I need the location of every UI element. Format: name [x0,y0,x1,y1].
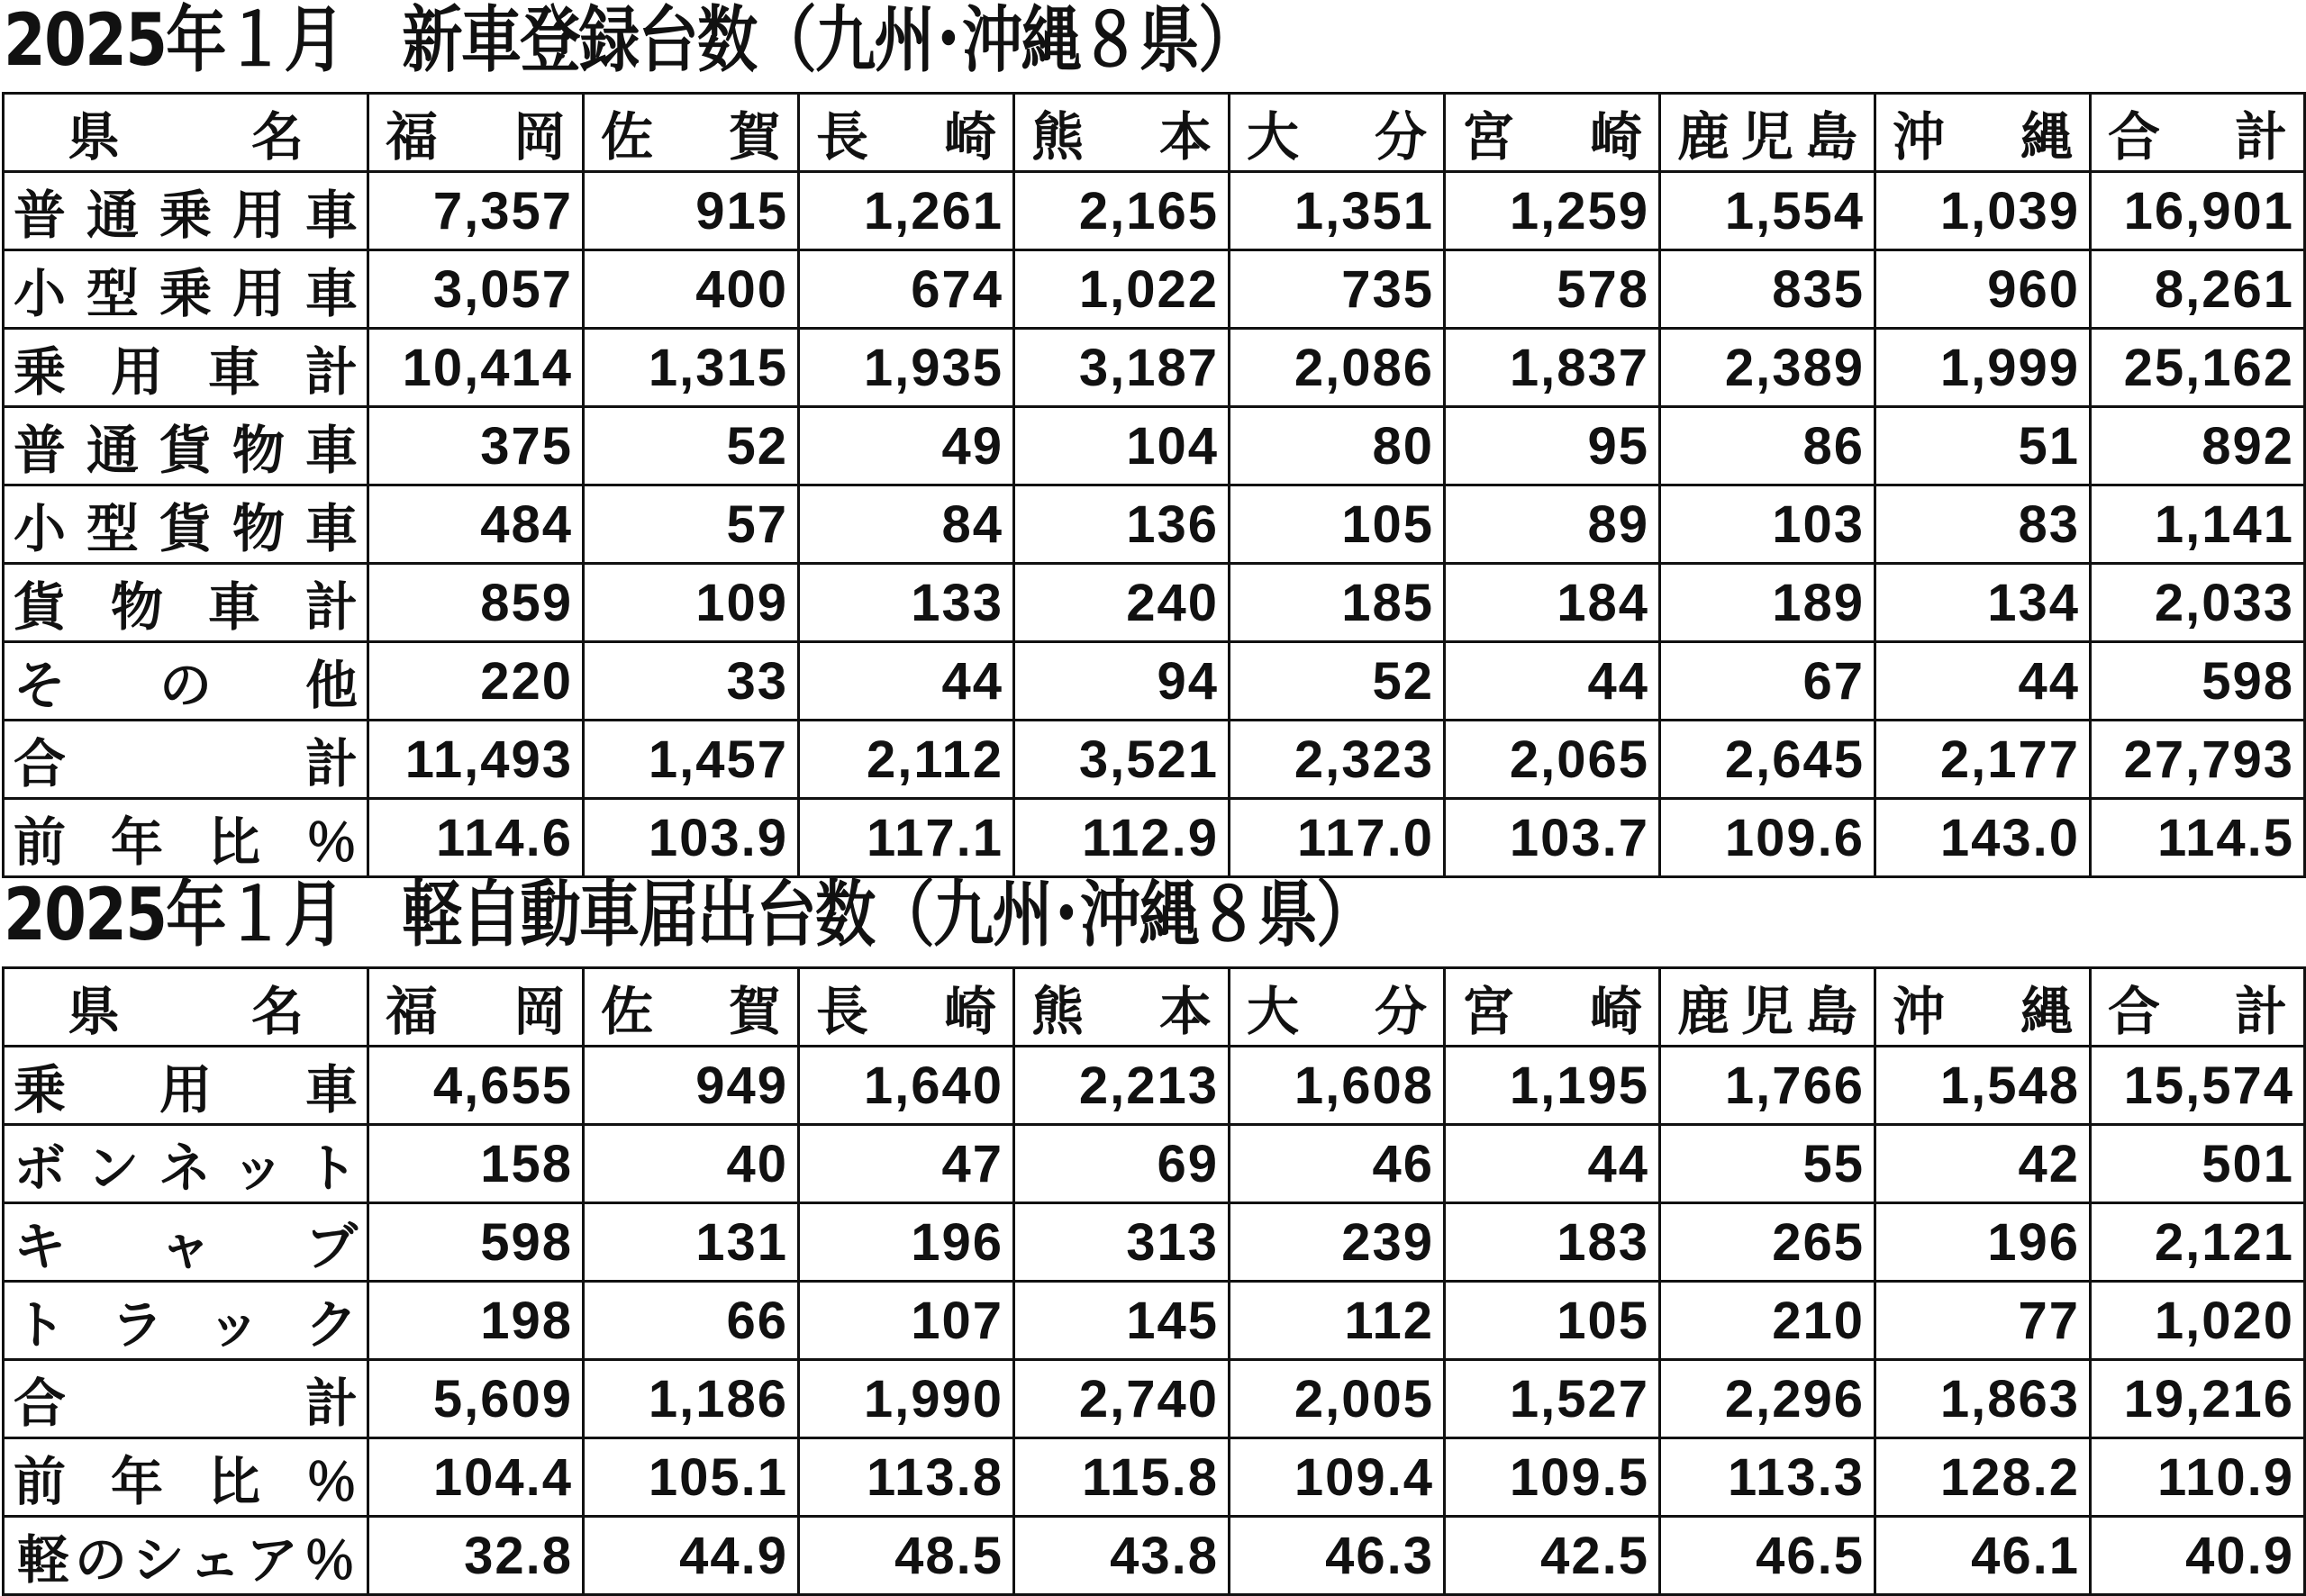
table-cell: 15,574 [2091,1047,2305,1125]
table-cell: 117.0 [1230,799,1445,877]
table-cell: 2,086 [1230,329,1445,407]
table-cell: 43.8 [1014,1517,1230,1595]
table-cell: 2,112 [799,721,1014,799]
new-car-registrations-title: 2025年１月 新車登録台数（九州･沖縄８県） [4,0,1257,82]
table-cell: 86 [1660,407,1875,485]
row-label: その他 [4,642,368,721]
table-cell: 55 [1660,1125,1875,1203]
table-cell: 1,999 [1875,329,2091,407]
table-cell: 960 [1875,250,2091,329]
table-cell: 2,177 [1875,721,2091,799]
table-row [4,1360,2305,1438]
table-cell: 1,608 [1230,1047,1445,1125]
column-header: 合 計 [2091,968,2305,1047]
table-cell: 145 [1014,1282,1230,1360]
table-cell: 2,121 [2091,1203,2305,1282]
table-cell: 2,033 [2091,564,2305,642]
table-cell: 83 [1875,485,2091,564]
table-cell: 835 [1660,250,1875,329]
table-cell: 32.8 [368,1517,584,1595]
row-label: 小型乗用車 [4,250,368,329]
table-cell: 136 [1014,485,1230,564]
table-cell: 184 [1445,564,1660,642]
table-cell: 44 [1445,1125,1660,1203]
table-cell: 2,323 [1230,721,1445,799]
table-cell: 2,065 [1445,721,1660,799]
table-cell: 40.9 [2091,1517,2305,1595]
table-cell: 375 [368,407,584,485]
table-cell: 40 [584,1125,799,1203]
table-cell: 46.3 [1230,1517,1445,1595]
row-label: トラック [4,1282,368,1360]
table-cell: 25,162 [2091,329,2305,407]
table-cell: 1,186 [584,1360,799,1438]
column-header: 熊 本 [1014,94,1230,172]
row-label: 合 計 [4,721,368,799]
table-cell: 2,165 [1014,172,1230,250]
column-header: 大 分 [1230,968,1445,1047]
table-cell: 95 [1445,407,1660,485]
table-cell: 104 [1014,407,1230,485]
table-cell: 44 [1875,642,2091,721]
table-cell: 2,645 [1660,721,1875,799]
column-header-prefecture: 県 名 [4,968,368,1047]
column-header: 宮 崎 [1445,968,1660,1047]
column-header: 福 岡 [368,94,584,172]
column-header: 沖 縄 [1875,94,2091,172]
table-cell: 66 [584,1282,799,1360]
table-cell: 112.9 [1014,799,1230,877]
table-cell: 1,259 [1445,172,1660,250]
table-cell: 239 [1230,1203,1445,1282]
table-cell: 105 [1445,1282,1660,1360]
table-cell: 735 [1230,250,1445,329]
row-label: キャブ [4,1203,368,1282]
table-cell: 1,548 [1875,1047,2091,1125]
table-cell: 109.4 [1230,1438,1445,1517]
table-cell: 109.5 [1445,1438,1660,1517]
table-cell: 892 [2091,407,2305,485]
table-cell: 128.2 [1875,1438,2091,1517]
column-header: 大 分 [1230,94,1445,172]
table-row [4,1517,2305,1595]
table-cell: 109 [584,564,799,642]
table-cell: 109.6 [1660,799,1875,877]
table-cell: 33 [584,642,799,721]
table-cell: 313 [1014,1203,1230,1282]
table-row [4,1125,2305,1203]
table-cell: 198 [368,1282,584,1360]
table-cell: 134 [1875,564,2091,642]
header-row [4,94,2305,172]
table-cell: 46.5 [1660,1517,1875,1595]
table-cell: 220 [368,642,584,721]
table-cell: 44 [1445,642,1660,721]
table-cell: 19,216 [2091,1360,2305,1438]
table-cell: 5,609 [368,1360,584,1438]
table-cell: 89 [1445,485,1660,564]
table-cell: 196 [799,1203,1014,1282]
row-label: 小型貨物車 [4,485,368,564]
column-header: 熊 本 [1014,968,1230,1047]
new-car-registrations-table [2,92,2306,878]
column-header: 佐 賀 [584,968,799,1047]
table-cell: 10,414 [368,329,584,407]
table-cell: 265 [1660,1203,1875,1282]
row-label: 合 計 [4,1360,368,1438]
table-cell: 2,005 [1230,1360,1445,1438]
table-cell: 27,793 [2091,721,2305,799]
kei-car-filings-table [2,966,2306,1596]
table-cell: 598 [2091,642,2305,721]
table-cell: 113.8 [799,1438,1014,1517]
table-cell: 1,527 [1445,1360,1660,1438]
row-label: 普通乗用車 [4,172,368,250]
table-row [4,564,2305,642]
table-cell: 1,640 [799,1047,1014,1125]
table-row [4,1282,2305,1360]
table-cell: 1,022 [1014,250,1230,329]
table-cell: 185 [1230,564,1445,642]
table-cell: 1,554 [1660,172,1875,250]
table-cell: 674 [799,250,1014,329]
row-label: 前年比％ [4,1438,368,1517]
table-cell: 49 [799,407,1014,485]
table-cell: 46 [1230,1125,1445,1203]
table-cell: 1,351 [1230,172,1445,250]
table-cell: 143.0 [1875,799,2091,877]
table-cell: 1,457 [584,721,799,799]
table-cell: 210 [1660,1282,1875,1360]
column-header: 合 計 [2091,94,2305,172]
table-cell: 8,261 [2091,250,2305,329]
table-cell: 2,296 [1660,1360,1875,1438]
table-cell: 578 [1445,250,1660,329]
table-cell: 1,935 [799,329,1014,407]
table-cell: 16,901 [2091,172,2305,250]
table-cell: 2,213 [1014,1047,1230,1125]
table-cell: 189 [1660,564,1875,642]
table-cell: 48.5 [799,1517,1014,1595]
table-row [4,1438,2305,1517]
table-row [4,1047,2305,1125]
table-row [4,721,2305,799]
table-cell: 42 [1875,1125,2091,1203]
table-cell: 1,261 [799,172,1014,250]
table-cell: 112 [1230,1282,1445,1360]
table-cell: 1,837 [1445,329,1660,407]
row-label: 普通貨物車 [4,407,368,485]
table-cell: 105 [1230,485,1445,564]
table-cell: 113.3 [1660,1438,1875,1517]
table-cell: 42.5 [1445,1517,1660,1595]
table-cell: 240 [1014,564,1230,642]
table-cell: 77 [1875,1282,2091,1360]
column-header: 福 岡 [368,968,584,1047]
column-header: 長 崎 [799,968,1014,1047]
table-cell: 69 [1014,1125,1230,1203]
column-header: 鹿児島 [1660,968,1875,1047]
table-cell: 949 [584,1047,799,1125]
table-cell: 2,740 [1014,1360,1230,1438]
table-cell: 57 [584,485,799,564]
row-label: 前年比％ [4,799,368,877]
table-cell: 2,389 [1660,329,1875,407]
table-cell: 44.9 [584,1517,799,1595]
kei-car-filings-title: 2025年１月 軽自動車届出台数（九州･沖縄８県） [4,873,1375,957]
table-cell: 158 [368,1125,584,1203]
table-cell: 7,357 [368,172,584,250]
table-cell: 114.5 [2091,799,2305,877]
row-label: 貨物車計 [4,564,368,642]
table-cell: 3,057 [368,250,584,329]
table-cell: 103.7 [1445,799,1660,877]
table-cell: 84 [799,485,1014,564]
row-label: 軽のシェア％ [4,1517,368,1595]
table-cell: 1,039 [1875,172,2091,250]
table-row [4,799,2305,877]
table-row [4,1203,2305,1282]
table-row [4,329,2305,407]
table-cell: 3,187 [1014,329,1230,407]
table-cell: 1,315 [584,329,799,407]
table-row [4,407,2305,485]
table-cell: 501 [2091,1125,2305,1203]
table-cell: 117.1 [799,799,1014,877]
table-cell: 47 [799,1125,1014,1203]
row-label: 乗用車計 [4,329,368,407]
table-cell: 598 [368,1203,584,1282]
row-label: 乗用車 [4,1047,368,1125]
table-cell: 46.1 [1875,1517,2091,1595]
table-row [4,485,2305,564]
table-cell: 104.4 [368,1438,584,1517]
table-cell: 915 [584,172,799,250]
table-cell: 133 [799,564,1014,642]
table-cell: 131 [584,1203,799,1282]
table-cell: 110.9 [2091,1438,2305,1517]
table-cell: 114.6 [368,799,584,877]
table-cell: 400 [584,250,799,329]
table-cell: 1,195 [1445,1047,1660,1125]
table-cell: 3,521 [1014,721,1230,799]
table-cell: 183 [1445,1203,1660,1282]
table-cell: 1,020 [2091,1282,2305,1360]
column-header-prefecture: 県 名 [4,94,368,172]
table-cell: 115.8 [1014,1438,1230,1517]
column-header: 宮 崎 [1445,94,1660,172]
table-cell: 1,863 [1875,1360,2091,1438]
table-cell: 103.9 [584,799,799,877]
header-row [4,968,2305,1047]
table-cell: 11,493 [368,721,584,799]
table-cell: 80 [1230,407,1445,485]
table-cell: 52 [1230,642,1445,721]
column-header: 鹿児島 [1660,94,1875,172]
table-cell: 196 [1875,1203,2091,1282]
column-header: 長 崎 [799,94,1014,172]
table-cell: 105.1 [584,1438,799,1517]
column-header: 沖 縄 [1875,968,2091,1047]
table-cell: 103 [1660,485,1875,564]
table-cell: 44 [799,642,1014,721]
column-header: 佐 賀 [584,94,799,172]
table-cell: 1,141 [2091,485,2305,564]
table-cell: 52 [584,407,799,485]
row-label: ボンネット [4,1125,368,1203]
table-row [4,172,2305,250]
table-cell: 4,655 [368,1047,584,1125]
table-cell: 67 [1660,642,1875,721]
table-cell: 1,766 [1660,1047,1875,1125]
table-cell: 51 [1875,407,2091,485]
table-cell: 484 [368,485,584,564]
table-row [4,250,2305,329]
table-row [4,642,2305,721]
table-cell: 107 [799,1282,1014,1360]
table-cell: 94 [1014,642,1230,721]
table-cell: 1,990 [799,1360,1014,1438]
table-cell: 859 [368,564,584,642]
